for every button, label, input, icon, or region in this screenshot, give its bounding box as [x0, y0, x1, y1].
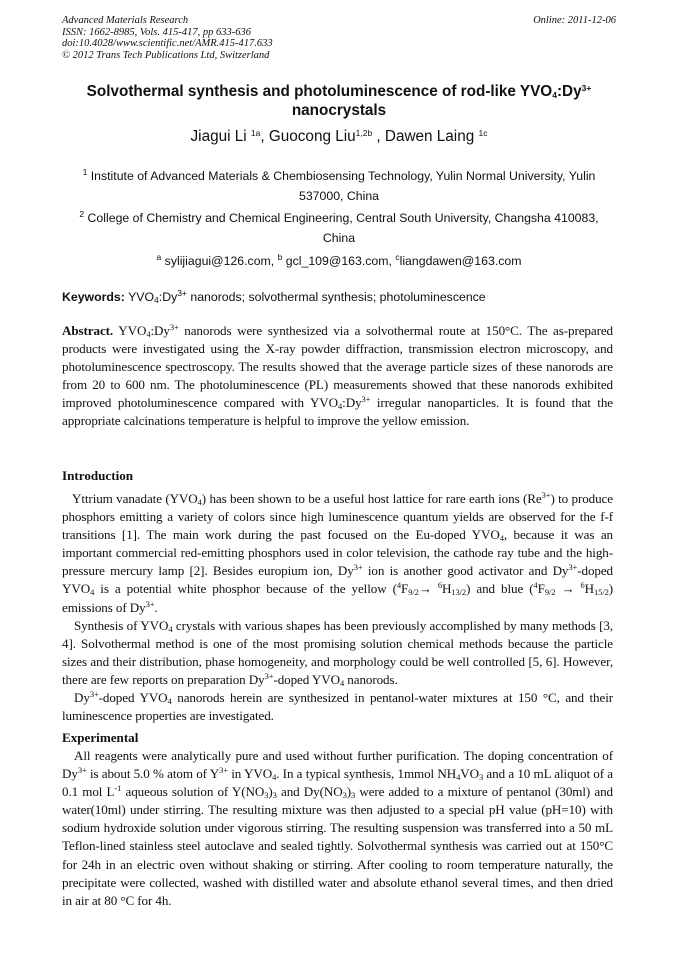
- subscript: 13/2: [451, 587, 467, 598]
- experimental-body: [62, 747, 613, 910]
- paragraph: [62, 617, 613, 689]
- superscript: 3+: [169, 322, 179, 332]
- subscript: 9/2: [544, 587, 556, 598]
- doi-line: doi:10.4028/www.scientific.net/AMR.415-417.633: [62, 38, 273, 49]
- text-run: is a potential white phosphor because of the yellow (: [94, 581, 397, 597]
- section-heading-introduction: Introduction: [62, 468, 134, 483]
- subscript: 3: [342, 790, 347, 801]
- paragraph: [62, 490, 613, 617]
- text-run: Institute of Advanced Materials & Chembiosensing Technology, Yulin Normal University, Yulin 537000, China: [87, 169, 596, 203]
- text-run: in YVO: [227, 766, 273, 782]
- text-run: F: [401, 581, 409, 597]
- text-run: →: [555, 581, 581, 597]
- author-list: [62, 128, 616, 146]
- text-run: :Dy: [556, 83, 582, 100]
- introduction-body: [62, 490, 613, 725]
- text-run: Yttrium vanadate (YVO: [72, 491, 198, 506]
- text-run: nanorods were synthesized via a solvothermal route at 150°C. The as-prepared products were investigated using the X-ray powder diffraction, transmission electron microscopy, and photoluminescence spectroscopy. The results showed that the average particle sizes of these nanorods are from 20 to 600 nm. The photoluminescence (PL) measurements showed that these nanorods exhibited improved photoluminescence compared with YVO: [62, 323, 613, 411]
- subscript: 4: [146, 329, 151, 339]
- text-run: :Dy: [342, 395, 362, 411]
- abstract: [62, 322, 613, 431]
- superscript: 3+: [145, 598, 155, 609]
- text-run: nanorods; solvothermal synthesis; photoluminescence: [186, 290, 486, 304]
- author-name: , Guocong Liu: [260, 128, 356, 145]
- subscript: 4: [197, 497, 202, 507]
- text-run: .: [154, 599, 158, 615]
- subscript: 3: [272, 790, 277, 801]
- text-run: ) has been shown to be a useful host lattice for rare earth ions (Re: [201, 491, 542, 506]
- text-run: Dy: [74, 690, 90, 706]
- subscript: 4: [339, 677, 345, 688]
- text-run: H: [441, 581, 452, 597]
- subscript: 4: [154, 295, 159, 305]
- text-run: , because it was an important commercial red-emitting phosphors used in color television, the cathode ray tube and the high-pressure mercury lamp [2]. Besides europium ion, Dy: [62, 527, 613, 579]
- superscript: 6: [437, 580, 442, 591]
- superscript: 3+: [77, 765, 87, 776]
- subscript: 4: [338, 401, 343, 412]
- text-run: YVO: [124, 290, 155, 304]
- superscript: 1: [82, 167, 88, 177]
- superscript: 2: [79, 209, 85, 219]
- text-run: -doped YVO: [98, 690, 168, 706]
- text-run: were added to a mixture of pentanol (30ml) and water(10ml) under stirring. The resulting mixture was then adjusted to a special pH value (pH=10) with sodium hydroxide solution under vigorous stirring. The resulting suspension was transferred into a 50 mL Teflon-lined stainless steel autoclave and sealed tightly. Solvothermal synthesis was carried out at 150°C for 24h in an electric oven without shaking or stirring. After cooling to room temperature naturally, the precipitate were collected, washed with distilled water and absolute ethanol several times, and then dried in air at 80 °C for 4h.: [62, 784, 613, 908]
- text-run: VO: [460, 766, 479, 782]
- text-run: Solvothermal synthesis and photoluminescence of rod-like YVO: [86, 83, 553, 100]
- subscript: 4: [168, 623, 173, 634]
- subscript: 3: [264, 790, 269, 801]
- text-run: nanorods.: [344, 671, 398, 687]
- text-run: :Dy: [158, 290, 178, 304]
- text-run: College of Chemistry and Chemical Engineering, Central South University, Changsha 410083, China: [84, 211, 599, 245]
- text-run: H: [584, 581, 595, 597]
- superscript: 1c: [478, 128, 488, 138]
- author-emails: [62, 254, 616, 268]
- text-run: ) to produce phosphors emitting a variety of colors since high luminescence quantum yields are observed for the f-f transitions [1]. The main work during the past focused on the Eu-doped YVO: [62, 491, 613, 543]
- superscript: 3+: [264, 670, 274, 681]
- subscript: 3: [350, 790, 356, 801]
- text-run: All reagents were analytically pure and used without further purification. The doping concentration of Dy: [62, 748, 613, 782]
- text-run: Synthesis of YVO: [74, 617, 169, 633]
- superscript: 3+: [581, 83, 592, 93]
- superscript: 6: [580, 580, 585, 591]
- paragraph: [62, 747, 613, 910]
- paper-title: [62, 82, 616, 120]
- text-run: :Dy: [150, 323, 170, 338]
- keywords-label: Keywords:: [62, 290, 125, 304]
- superscript: 3+: [177, 288, 187, 298]
- text-run: →: [418, 581, 438, 597]
- superscript: 3+: [89, 689, 99, 700]
- abstract-label: Abstract.: [62, 323, 114, 338]
- superscript: 3+: [353, 562, 363, 573]
- text-run: F: [537, 581, 545, 597]
- email-link: liangdawen@163.com: [399, 254, 522, 268]
- section-heading-experimental: Experimental: [62, 730, 139, 745]
- email-link: gcl_109@163.com,: [282, 254, 396, 268]
- journal-header: [62, 15, 273, 61]
- text-run: -doped YVO: [273, 671, 340, 687]
- superscript: 3+: [361, 394, 371, 405]
- author-name: Jiagui Li: [190, 128, 251, 145]
- subscript: 3: [478, 772, 484, 783]
- affiliation-1: [62, 166, 616, 206]
- text-run: and a 10 mL aliquot of a 0.1 mol L: [62, 766, 613, 800]
- text-run: irregular nanoparticles. It is found that the appropriate calcinations temperature is helpful to improve the yellow emission.: [62, 395, 613, 429]
- text-run: ) emissions of Dy: [62, 581, 614, 615]
- superscript: a: [156, 252, 162, 262]
- text-run: nanorods herein are synthesized in pentanol-water mixtures at 150 °C, and their luminescence properties are investigated.: [62, 690, 613, 724]
- subscript: 4: [90, 587, 95, 598]
- subscript: 9/2: [408, 587, 419, 598]
- superscript: 3+: [568, 562, 578, 573]
- superscript: c: [395, 252, 400, 262]
- online-date: Online: 2011-12-06: [533, 15, 616, 26]
- keywords: [62, 290, 616, 304]
- text-run: ): [268, 784, 273, 800]
- author-name: , Dawen Laing: [372, 128, 479, 145]
- text-run: nanocrystals: [291, 102, 387, 119]
- email-link: sylijiagui@126.com,: [161, 254, 278, 268]
- text-run: YVO: [113, 323, 147, 338]
- subscript: 4: [552, 90, 557, 100]
- subscript: 4: [272, 772, 277, 783]
- journal-name: Advanced Materials Research: [62, 15, 189, 26]
- text-run: is about 5.0 % atom of Y: [86, 766, 220, 782]
- affiliation-2: [62, 208, 616, 248]
- superscript: -1: [114, 783, 122, 794]
- superscript: 3+: [541, 490, 551, 500]
- text-run: aqueous solution of Y(NO: [121, 784, 265, 800]
- superscript: 4: [396, 580, 402, 591]
- copyright-line: © 2012 Trans Tech Publications Ltd, Switzerland: [62, 49, 270, 61]
- text-run: ) and blue (: [466, 581, 534, 597]
- text-run: ion is another good activator and Dy: [362, 563, 569, 579]
- text-run: . In a typical synthesis, 1mmol NH: [276, 766, 457, 782]
- subscript: 4: [499, 533, 504, 544]
- text-run: -doped YVO: [62, 563, 613, 597]
- text-run: ): [346, 784, 351, 800]
- subscript: 15/2: [594, 587, 609, 598]
- superscript: 1,2b: [355, 128, 373, 138]
- subscript: 4: [456, 772, 461, 783]
- text-run: and Dy(NO: [276, 784, 343, 800]
- superscript: 3+: [219, 765, 228, 776]
- superscript: 4: [533, 580, 538, 591]
- paragraph: [62, 689, 613, 725]
- superscript: b: [277, 252, 283, 262]
- text-run: crystals with various shapes has been previously accomplished by many methods [3, 4]. Solvothermal method is one of the most promising solution chemical methods because the particle sizes and their distribution, phase homogeneity, and morphology could be well controlled [5, 6]. However, there are few reports on preparation Dy: [62, 617, 613, 687]
- issn-line: ISSN: 1662-8985, Vols. 415-417, pp 633-636: [62, 26, 251, 38]
- subscript: 4: [167, 696, 172, 707]
- superscript: 1a: [250, 128, 261, 138]
